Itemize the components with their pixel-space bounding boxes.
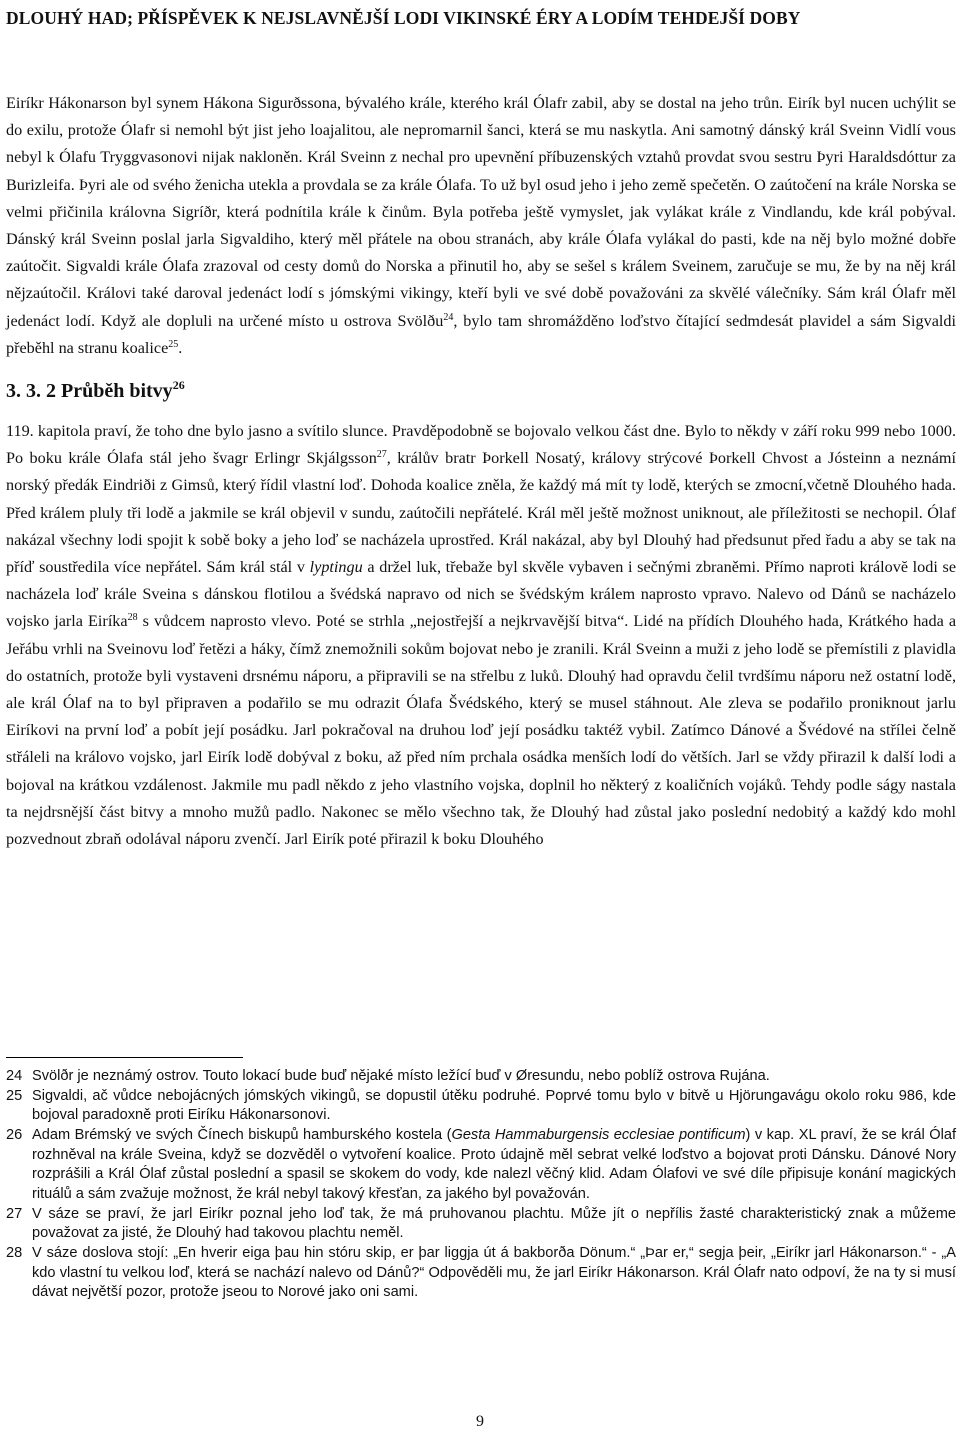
footnote-26 [6,1126,956,1204]
footnote-text [32,1126,956,1204]
section-heading-text: 3. 3. 2 Průběh bitvy [6,380,173,403]
footnote-number: 28 [6,1245,23,1262]
paragraph-1-middle: , bylo tam shromážděno loďstvo čítající sedmdesát plavidel a sám Sigvaldi přeběhl na stranu koalice [6,311,956,357]
section-heading [6,378,956,404]
footnote-ref-25[interactable]: 25 [168,338,179,350]
footnote-ref-26[interactable]: 26 [172,378,185,393]
footnote-24 [6,1067,956,1087]
paragraph-2-part-c: a držel luk, třebaže byl skvěle vybaven i sečnými zbraněmi. Přímo naproti královĕ lodi se nacházela loď krále Sveina s dánskou flotilou a švédská napravo od nich se švédským králem naprosto vpravo. Nalevo od Dánů se nacházelo vojsko jarla Eiríka [6,558,957,631]
paragraph-1 [6,90,956,362]
footnote-ref-28[interactable]: 28 [127,612,138,624]
footnote-ref-27[interactable]: 27 [376,449,387,461]
paragraph-2-part-a: 119. kapitola praví, že toho dne bylo jasno a svítilo slunce. Pravděpodobně se bojovalo velkou část dne. Bylo to někdy v září roku 999 nebo 1000. Po boku krále Ólafa stál jeho švagr Erlingr Skjálgsson [6,422,956,468]
footnote-text: V sáze se praví, že jarl Eiríkr poznal jeho loď tak, že má pruhovanou plachtu. Může jít o nepřílis žasté charakteristický znak a můžeme považovat za jisté, že Dlouhý had takovou plachtu neměl. [32,1205,956,1242]
footnote-ref-24[interactable]: 24 [443,311,454,323]
footnote-text: Sigvaldi, ač vůdce nebojácných jómských vikingů, se dopustil útěku podruhé. Poprvé tomu bylo v bitvě u Hjörungavágu okolo roku 986, kde bojoval paradoxně proti Eiríku Hákonarsonovi. [32,1087,956,1124]
paragraph-2-part-d: s vůdcem naprosto vlevo. Poté se strhla „nejostřejší a nejkrvavější bitva“. Lidé na přídích Dlouhého hada, Krátkého hada a Jeřábu vrhli na Sveinovu loď řetězi a háky, čímž znemožnili sokům bojovat nebo je zranili. Král Sveinn a muži z jeho lodě se přemístili z plavidla do ostatních, protože byli vystaveni drsnému náporu, a připravili se na střelbu z luků. Dlouhý had opravdu čelil tvrdšímu náporu než ostatní lodě, ale král Ólaf na to byl připraven a podařilo se mu odrazit Ólafa Švédského, který se musel stáhnout. Ale zleva se podařilo proniknout jarlu Eiríkovi na první loď a pobít její posádku. Jarl pokračoval na druhou loď její posádku taktéž vybil. Zatímco Dánové a Švédové na střílei čelně střáleli na královo vojsko, jarl Eirík lodě dobýval z boku, až před ním prchala osádka menších lodí do větších. Jarl se vždy přirazil k další lodi a bojoval na krátkou vzdálenost. Jakmile mu padl někdo z jeho vlastního vojska, doplnil ho některý z koaličních vojáků. Tehdy podle ságy nastala ta nejdrsnější část bitvy a mnoho mužů padlo. Nakonec se mělo všechno tak, že Dlouhý had zůstal jako poslední nedobitý a každý kdo mohl pozvednout zbraň odolával náporu zvenčí. Jarl Eirík poté přirazil k boku Dlouhého [6,612,956,849]
footnote-text-pre: Adam Brémský ve svých Čínech biskupů hamburského kostela ( [32,1127,452,1144]
page-number: 9 [476,1413,484,1430]
paragraph-1-text: Eiríkr Hákonarson byl synem Hákona Sigurðssona, bývalého krále, kterého král Ólafr zabil, aby se dostal na jeho trůn. Eirík byl nucen uchýlit se do exilu, protože Ólafr si nemohl být jist jeho loajalitou, ale nepromarnil šanci, která se mu naskytla. Ani samotný dánský král Sveinn Vidlí vous nebyl k Ólafu Tryggvasonovi nijak nakloněn. Král Sveinn z nechal pro upevnění příbuzenských vztahů provdat svou sestru Þyri Haraldsdóttur za Burizleifa. Þyri ale od svého ženicha utekla a provdala se za krále Ólafa. To už byl osud jeho i jeho země spečetěn. O zaútočení na krále Norska se velmi přičinila královna Sigríðr, která podnítila krále k činům. Byla potřeba ještě vymyslet, jak vylákat krále z Vindlandu, kde král pobýval. Dánský král Sveinn poslal jarla Sigvaldiho, který měl přátele na obou stranách, aby krále Ólafa vylákal do pasti, kde na něj bylo možné dobře zaútočit. Sigvaldi krále Ólafa zrazoval od cesty domů do Norska a přinutil ho, aby se sešel s králem Sveinem, zaručuje se mu, že by na něj král nějzaútočil. Královi také daroval jedenáct lodí s jómskými vikingy, kteří byli ve své době považováni za skvělé válečníky. Sám král Ólafr měl jedenáct lodí. Když ale dopluli na určené místo u ostrova Svölðu [6,94,956,330]
footnotes [6,1067,956,1303]
paragraph-1-end: . [178,338,183,357]
running-header-title: DLOUHÝ HAD; PŘÍSPĚVEK K NEJSLAVNĚJŠÍ LODI VIKINSKÉ ÉRY A LODÍM TEHDEJŠÍ DOBY [6,8,801,28]
footnote-25 [6,1087,956,1126]
italic-term-lyptingu: lyptingu [309,558,363,577]
footnote-number: 25 [6,1087,23,1104]
paragraph-2-part-b: , králův bratr Þorkell Nosatý, královy strýcové Þorkell Chvost a Jósteinn a neznámí norský předák Eindriði z Gimsů, který řídil vlastní loď. Dohoda koalice zněla, že každý má mít ty lodě, kterých se zmocní,včetně Dlouhého hada. Před králem pluly tři lodě a jakmile se král objevil v sundu, zaútočili nepřátelé. Král měl ještě možnost uniknout, ale příležitosti se nechopil. Ólaf nakázal všechny lodi spojit k sobě boky a jeho loď se nacházela uprostřed. Král nakázal, aby byl Dlouhý had předsunut před řadu a aby se tak na příď soustředila více nepřátel. Sám král stál v [6,449,956,577]
footnote-text: V sáze doslova stojí: „En hverir eiga þau hin stóru skip, er þar liggja út á bakborða Dönum.“ „Þar er,“ segja þeir, „Eiríkr jarl Hákonarson.“ - „A kdo vlastní tu velkou loď, která se nachází nalevo od Dánů?“ Odpověděli mu, že jarl Eiríkr Hákonarson. Král Ólafr nato odpoví, že na ty si musí dávat největší pozor, protože jseou to Norové jako oni sami. [32,1245,956,1301]
footnote-number: 27 [6,1205,23,1222]
footnote-text-post: ) v kap. XL praví, že se král Ólaf rozhněval na krále Sveina, když se dozvěděl o vytvoření koalice. Proto údajně měl sebrat velké loďstvo a bojovat proti Dánsku. Dánové Nory rozprášili a Král Ólaf zůstal poslední a spasil se skokem do vody, kde nalezl věčný klid. Adam Ólafovi ve své díle připisuje konání magických rituálů a sám zvažuje možnost, že král nebyl takový křesťan, za jakého byl považován. [32,1127,956,1202]
footnote-27 [6,1205,956,1244]
footnote-28 [6,1244,956,1303]
footnote-number: 24 [6,1068,23,1084]
footnote-separator [6,1057,243,1058]
footnote-number: 26 [6,1127,23,1144]
footnote-italic-title: Gesta Hammaburgensis ecclesiae pontificum [451,1127,746,1144]
footnote-text: Svölðr je neznámý ostrov. Touto lokací bude buď nějaké místo ležící buď v Øresundu, nebo poblíž ostrova Rujána. [32,1068,770,1084]
paragraph-2 [6,418,956,853]
body-text [6,90,956,853]
